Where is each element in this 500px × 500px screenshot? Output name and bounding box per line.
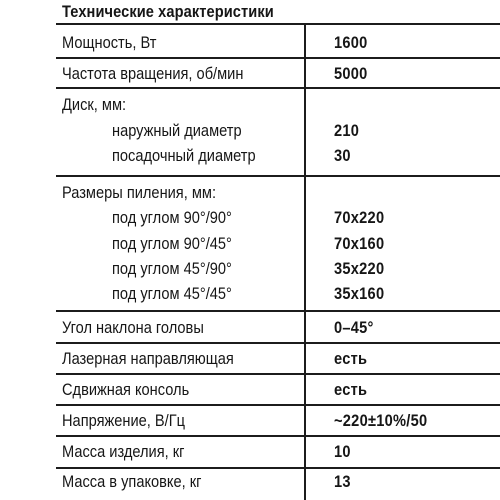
spec-label: Масса изделия, кг	[62, 442, 185, 461]
spec-value: 210	[334, 121, 360, 140]
spec-value: 13	[334, 472, 351, 491]
table-title: Технические характеристики	[62, 2, 274, 21]
spec-value: 0–45°	[334, 318, 374, 337]
spec-value: 70x220	[334, 208, 385, 227]
column-divider	[304, 24, 306, 500]
row-divider	[56, 404, 500, 406]
spec-sub-label: под углом 90°/45°	[112, 234, 232, 253]
row-divider	[56, 467, 500, 469]
row-divider	[56, 310, 500, 312]
spec-label: Сдвижная консоль	[62, 380, 190, 399]
spec-label: Напряжение, В/Гц	[62, 411, 186, 430]
row-divider	[56, 342, 500, 344]
row-divider	[56, 87, 500, 89]
spec-sub-label: посадочный диаметр	[112, 146, 256, 165]
spec-value: 1600	[334, 33, 368, 52]
spec-value: 10	[334, 442, 351, 461]
spec-label: Масса в упаковке, кг	[62, 472, 202, 491]
spec-value: 5000	[334, 64, 368, 83]
row-divider	[56, 373, 500, 375]
spec-value: 35x160	[334, 284, 385, 303]
spec-sub-label: наружный диаметр	[112, 121, 242, 140]
spec-label: Мощность, Вт	[62, 33, 157, 52]
spec-label: Частота вращения, об/мин	[62, 64, 244, 83]
spec-label: Лазерная направляющая	[62, 349, 234, 368]
spec-value: есть	[334, 380, 368, 399]
spec-label: Угол наклона головы	[62, 318, 204, 337]
spec-value: ~220±10%/50	[334, 411, 428, 430]
spec-group-label: Размеры пиления, мм:	[62, 183, 217, 202]
row-divider	[56, 175, 500, 177]
spec-sub-label: под углом 90°/90°	[112, 208, 232, 227]
spec-sub-label: под углом 45°/45°	[112, 284, 232, 303]
spec-value: 30	[334, 146, 351, 165]
spec-group-label: Диск, мм:	[62, 95, 127, 114]
row-divider	[56, 435, 500, 437]
row-divider	[56, 57, 500, 59]
spec-value: 35x220	[334, 259, 385, 278]
spec-value: есть	[334, 349, 368, 368]
spec-sub-label: под углом 45°/90°	[112, 259, 232, 278]
spec-value: 70x160	[334, 234, 385, 253]
row-divider	[56, 23, 500, 25]
